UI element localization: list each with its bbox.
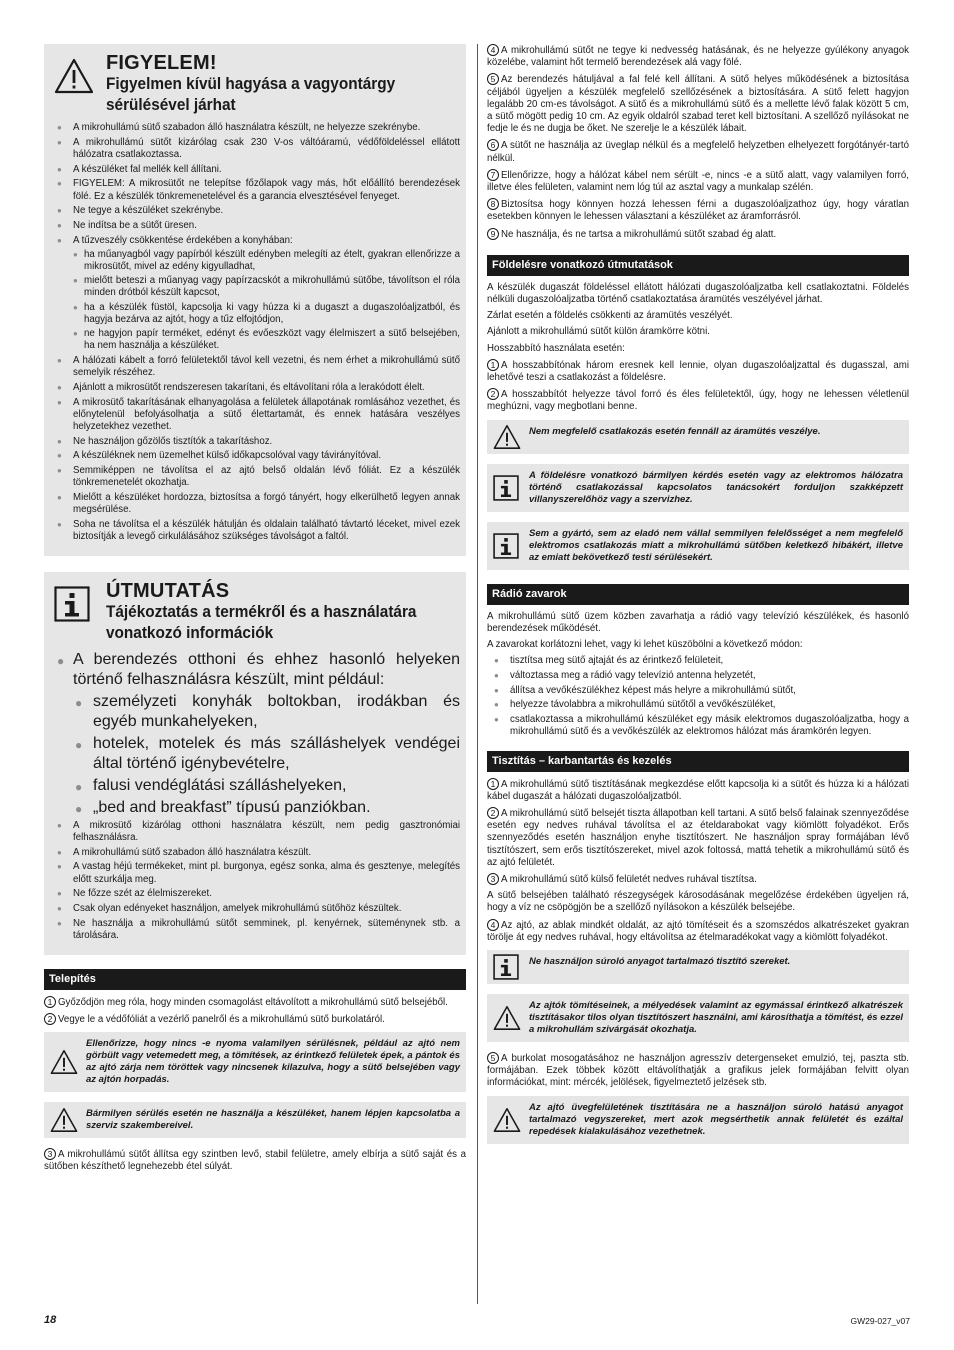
- step-number: 2: [44, 1013, 56, 1025]
- list-item-text: A berendezés otthoni és ehhez hasonló helyeken történő felhasználásra készült, mint például:: [73, 650, 460, 688]
- grounding-step-2: 2 A hosszabbítót helyezze távol forró és éles felületektől, úgy, hogy ne lehessen véletlenül meghúzni, vagy megbotlani benne.: [487, 389, 909, 413]
- warning-box: [44, 44, 466, 556]
- install-section: [44, 969, 466, 1174]
- list-item: ● A hálózati kábelt a forró felületektől távol kell vezetni, és nem érhet a mikrohullámú sütő semelyik részéhez.: [50, 355, 460, 379]
- info-icon: [493, 954, 519, 980]
- warning-triangle-icon: [50, 1049, 78, 1075]
- cleaning-step-1: 1 A mikrohullámú sütő tisztításának megkezdése előtt kapcsolja ki a sütőt és húzza ki a hálózati kábel dugaszát a hálózati dugaszolóaljzatból.: [487, 778, 909, 802]
- grounding-info-note-2: Sem a gyártó, sem az eladó nem vállal semmilyen felelősséget a nem megfelelő elektromos csatlakozás miatt a mikrohullámú sütőben keletkező hibákért, illetve az emiatt bekövetkező testi sérülésekért.: [487, 522, 909, 570]
- list-item: ● Ne indítsa be a sütőt üresen.: [50, 220, 460, 232]
- grounding-section: [487, 255, 909, 570]
- info-header: [50, 580, 460, 644]
- info-title: ÚTMUTATÁS: [106, 579, 230, 602]
- list-item: ● A készüléknek nem üzemelhet külső időkapcsolóval vagy távirányítóval.: [50, 450, 460, 462]
- step-number: 9: [487, 228, 499, 240]
- grounding-paragraph: Hosszabbító használata esetén:: [487, 342, 625, 354]
- warning-header: [50, 52, 460, 116]
- step-number: 1: [44, 996, 56, 1008]
- list-item: ● A készüléket fal mellék kell állítani.: [50, 164, 460, 176]
- cleaning-warning-note-1: Az ajtók tömítéseinek, a mélyedések valamint az egymással érintkező alkatrészek tisztításakor tilos olyan tisztítószert használni, ami károsíthatja a tömítést, és ezzel a mikrohullám szivárgását okozhatja.: [487, 994, 909, 1042]
- list-item: ● Soha ne távolítsa el a készülék hátulján és oldalain található távtartó léceket, mivel ezek biztosítják a levegő cirkulálásához szükséges távolságot a faltól.: [50, 519, 460, 543]
- install-step-4: 4 A mikrohullámú sütőt ne tegye ki nedvesség hatásának, és ne helyezze gyúlékony anyagok közelébe, valamint hőt termelő berendezések alá vagy fölé.: [487, 45, 909, 69]
- step-number: 5: [487, 1052, 499, 1064]
- sublist-item: ● mielőtt beteszi a műanyag vagy papírzacskót a mikrohullámú sütőbe, távolítson el róla minden drótból készült kapcsot,: [69, 275, 460, 299]
- radio-list: [487, 655, 909, 738]
- install-warning-note-2: Bármilyen sérülés esetén ne használja a készüléket, hanem lépjen kapcsolatba a szerviz szakembereivel.: [44, 1102, 466, 1138]
- radio-paragraph: A mikrohullámú sütő üzem közben zavarhatja a rádió vagy televízió készülékek, és hasonló berendezések működését.: [487, 610, 909, 634]
- list-item: ● Ne tegye a készüléket szekrénybe.: [50, 205, 460, 217]
- step-number: 1: [487, 778, 499, 790]
- list-item: ● Csak olyan edényeket használjon, amelyek mikrohullámú sütőhöz készültek.: [50, 903, 460, 915]
- list-item: ● tisztítsa meg sütő ajtaját és az érintkező felületeit,: [487, 655, 909, 667]
- cleaning-warning-note-2: Az ajtó üvegfelületének tisztítására ne a használjon súroló hatású anyagot tartalmazó vegyszereket, mert azok megsérthetik annak felületét és ezáltal repedések kialakulásához vezethetnek.: [487, 1096, 909, 1144]
- info-subtitle: Tájékoztatás a termékről és a használatára vonatkozó információk: [106, 602, 417, 642]
- document-code: GW29-027_v07: [850, 1316, 910, 1326]
- warning-list: [50, 122, 460, 543]
- info-large-sublist: [73, 692, 460, 818]
- info-large-list: [50, 650, 460, 818]
- sublist-item: ● személyzeti konyhák boltokban, irodákban és egyéb munkahelyeken,: [73, 692, 460, 732]
- sublist-item: ● falusi vendéglátási szálláshelyeken,: [73, 776, 460, 796]
- install-step-3: 3 A mikrohullámú sütőt állítsa egy szintben levő, stabil felületre, amely elbírja a sütő saját és a sütőben készíthető legnehezebb étel súlyát.: [44, 1149, 466, 1173]
- step-number: 2: [487, 807, 499, 819]
- radio-paragraph: A zavarokat korlátozni lehet, vagy ki lehet küszöbölni a következő módon:: [487, 639, 803, 651]
- warning-triangle-icon: [54, 58, 94, 94]
- list-item-large: [50, 650, 460, 818]
- info-icon: [54, 586, 90, 622]
- install-step-8: 8 Biztosítsa hogy könnyen hozzá lehessen férni a dugaszolóaljzathoz úgy, hogy váratlan esetekben könnyen le lehessen választani a készüléket az áramforrásról.: [487, 199, 909, 223]
- grounding-warning-note: Nem megfelelő csatlakozás esetén fennáll az áramütés veszélye.: [487, 420, 909, 454]
- list-item: ● A mikrohullámú sütőt kizárólag csak 230 V-os váltóáramú, védőföldeléssel ellátott hálózatra csatlakoztassa.: [50, 137, 460, 161]
- cleaning-step-2: 2 A mikrohullámú sütő belsejét tiszta állapotban kell tartani. A sütő belső falainak szennyeződése esetén egy nedves ruhával távolítsa el az ételdarabokat vagy kiömlött folyadékot. Erős szennyeződés esetén használjon enyhe tisztítószert. Ne használjon spray formájában lévő tisztítószert, sem erős tisztítószereket, mivel azok foltossá, mattá tehetik a mikrohullámú sütő és az ajtó felületét.: [487, 807, 909, 868]
- list-item: ● A mikrohullámú sütő szabadon álló használatra készült.: [50, 847, 460, 859]
- right-column: [487, 44, 909, 1154]
- list-item: ● állítsa a vevőkészülékhez képest más helyre a mikrohullámú sütőt,: [487, 685, 909, 697]
- step-number: 3: [44, 1148, 56, 1160]
- step-number: 3: [487, 873, 499, 885]
- radio-heading: Rádió zavarok: [487, 584, 909, 605]
- step-number: 1: [487, 359, 499, 371]
- warning-triangle-icon: [493, 1107, 521, 1133]
- list-item: ● A mikrohullámú sütő szabadon álló használatra készült, ne helyezze szekrénybe.: [50, 122, 460, 134]
- page-number: 18: [44, 1314, 57, 1326]
- step-number: 4: [487, 44, 499, 56]
- list-item: ● helyezze távolabbra a mikrohullámú sütőtől a vevőkészüléket,: [487, 699, 909, 711]
- sublist-item: ● hotelek, motelek és más szálláshelyek vendégei által történő igénybevételre,: [73, 734, 460, 774]
- cleaning-paragraph: A sütő belsejében található részegységek károsodásának megelőzése érdekében ügyeljen rá, hogy a víz ne csöpögjön be a szellőző nyílásokon a készülék belsejébe.: [487, 890, 909, 914]
- list-item: ● Ne használja a mikrohullámú sütőt semminek, pl. kenyérnek, süteménynek stb. a tárolására.: [50, 918, 460, 942]
- warning-triangle-icon: [50, 1107, 78, 1133]
- cleaning-heading: Tisztítás – karbantartás és kezelés: [487, 751, 909, 772]
- list-item: ● csatlakoztassa a mikrohullámú készüléket egy másik elektromos dugaszolóaljzatba, hogy a mikrohullámú sütő és a vevőkészülék az elektromos hálózat más áramkörén legyen.: [487, 714, 909, 738]
- grounding-paragraph: A készülék dugaszát földeléssel ellátott hálózati dugaszolóaljzatba kell csatlakoztatni. Földelés nélküli dugaszolóaljzatba történő csatlakoztatása áramütés veszélyével járhat.: [487, 281, 909, 306]
- install-step-6: 6 A sütőt ne használja az üveglap nélkül és a megfelelő helyzetben elhelyezett forgótányér-tartó nélkül.: [487, 140, 909, 164]
- column-divider: [477, 44, 478, 1304]
- grounding-paragraph: Zárlat esetén a földelés csökkenti az áramütés veszélyét.: [487, 310, 733, 322]
- list-item-text: A tűzveszély csökkentése érdekében a konyhában:: [73, 234, 293, 246]
- sublist-item: ● ha műanyagból vagy papírból készült edényben melegíti az ételt, gyakran ellenőrizze a mikrosütőt, mivel az edény kigyulladhat,: [69, 249, 460, 273]
- radio-section: [487, 584, 909, 739]
- warning-subtitle: Figyelmen kívül hagyása a vagyontárgy sérülésével járhat: [106, 75, 396, 114]
- install-step-9: 9 Ne használja, és ne tartsa a mikrohullámú sütőt szabad ég alatt.: [487, 228, 909, 241]
- step-number: 7: [487, 169, 499, 181]
- cleaning-step-3: 3 A mikrohullámú sütő külső felületét nedves ruhával tisztítsa.: [487, 873, 909, 886]
- list-item-fire: [50, 235, 460, 353]
- sublist-item: ● ha a készülék füstöl, kapcsolja ki vagy húzza ki a dugaszt a dugaszolóaljzatból, és hagyja bezárva az ajtót, hogy a tűz elfojtódjon,: [69, 302, 460, 326]
- info-list: [50, 820, 460, 942]
- step-number: 4: [487, 919, 499, 931]
- grounding-heading: Földelésre vonatkozó útmutatások: [487, 255, 909, 276]
- list-item: ● Ne főzze szét az élelmiszereket.: [50, 888, 460, 900]
- list-item: ● változtassa meg a rádió vagy televízió antenna helyzetét,: [487, 670, 909, 682]
- step-number: 2: [487, 388, 499, 400]
- install-heading: Telepítés: [44, 969, 466, 990]
- fire-sublist: [69, 249, 460, 353]
- list-item: ● FIGYELEM: A mikrosütőt ne telepítse főzőlapok vagy más, hőt előállító berendezések fölé. Ez a készülék tönkremenetelével és a garancia elvesztésével fenyeget.: [50, 178, 460, 202]
- grounding-step-1: 1 A hosszabbítónak három eresnek kell lennie, olyan dugaszolóaljzattal és dugasszal, ami lehetővé teszi a csatlakozást a földelésre.: [487, 359, 909, 384]
- step-number: 5: [487, 73, 499, 85]
- left-column: [44, 44, 466, 1177]
- warning-triangle-icon: [493, 424, 521, 450]
- step-number: 6: [487, 139, 499, 151]
- warning-title: FIGYELEM!: [106, 52, 217, 74]
- install-step-5: 5 Az berendezés hátuljával a fal felé kell állítani. A sütő helyes működésének a biztosítása céljából ügyeljen a készülék megfelelő szellőzésének a biztosítására. A sütő felett hagyjon legalább 20 cm-es távolságot. A sütő és a mikrohullámú sütő és a mellette lévő falak között 5 cm, a sütő mögött pedig 10 cm. Az egyik oldalról szabad teret kell biztosítani. A szellőző nyílásokat ne fedje le és ne dugja be őket. Ne szerelje le a készülék lábait.: [487, 74, 909, 135]
- grounding-paragraph: Ajánlott a mikrohullámú sütőt külön áramkörre kötni.: [487, 326, 710, 338]
- install-step-1: 1 Győződjön meg róla, hogy minden csomagolást eltávolított a mikrohullámú sütő belsejéből.: [44, 996, 466, 1009]
- list-item: ● A mikrosütő takarításának elhanyagolása a felületek állapotának romlásához vezethet, és előnytelenül befolyásolhatja a sütő élettartamát, és ennek hatására veszélyes helyzetekhez vezethet.: [50, 397, 460, 434]
- list-item: ● Ajánlott a mikrosütőt rendszeresen takarítani, és eltávolítani róla a lerakódott élelt.: [50, 382, 460, 394]
- step-number: 8: [487, 198, 499, 210]
- install-step-7: 7 Ellenőrizze, hogy a hálózat kábel nem sérült -e, nincs -e a sütő alatt, vagy valamilyen forró, illetve éles felületen, valamint nem lóg túl az asztal vagy a munkalap szélén.: [487, 169, 909, 194]
- list-item: ● A mikrosütő kizárólag otthoni használatra készült, nem pedig gasztronómiai felhasználásra.: [50, 820, 460, 844]
- list-item: ● Ne használjon gőzölős tisztítók a takarításhoz.: [50, 436, 460, 448]
- list-item: ● Semmiképpen ne távolítsa el az ajtó belső oldalán lévő fóliát. Ez a készülék tönkremenetelét okozhatja.: [50, 465, 460, 489]
- list-item: ● Mielőtt a készüléket hordozza, biztosítsa a forgó tányért, hogy elkerülhető legyen annak megsérülése.: [50, 492, 460, 516]
- cleaning-info-note: Ne használjon súroló anyagot tartalmazó tisztító szereket.: [487, 950, 909, 984]
- sublist-item: ● ne hagyjon papír terméket, edényt és evőeszközt vagy élelmiszert a sütő belsejében, ha nem használja a készüléket.: [69, 328, 460, 352]
- info-icon: [493, 533, 519, 559]
- info-box: [44, 572, 466, 955]
- sublist-item: ● „bed and breakfast” típusú panziókban.: [73, 798, 460, 818]
- install-step-2: 2 Vegye le a védőfóliát a vezérlő panelről és a mikrohullámú sütő burkolatáról.: [44, 1013, 466, 1026]
- grounding-info-note-1: A földelésre vonatkozó bármilyen kérdés esetén vagy az elektromos hálózatra történő csatlakozással kapcsolatos tanácsokért forduljon szakképzett villanyszerelőhöz vagy a szervizhez.: [487, 464, 909, 512]
- cleaning-step-4: 4 Az ajtó, az ablak mindkét oldalát, az ajtó tömítéseit és a szomszédos alkatrészeket gyakran törölje át egy nedves ruhával, hogy eltávolítsa az ételmaradékokat vagy a kiömlött folyadékot.: [487, 919, 909, 943]
- warning-triangle-icon: [493, 1005, 521, 1031]
- info-icon: [493, 475, 519, 501]
- cleaning-step-5: 5 A burkolat mosogatásához ne használjon agresszív detergenseket emulzió, tej, paszta stb. formájában. Ezek többek között eltávolíthatják a grafikus jelek formájában felvitt olyan információkat, mint: mércék, jelölések, figyelmeztető jelzések stb.: [487, 1052, 909, 1089]
- install-warning-note-1: Ellenőrizze, hogy nincs -e nyoma valamilyen sérülésnek, például az ajtó nem görbült vagy vetemedett meg, a tömítések, az érintkező felületek épek, a pántok és az ajtó zárja nem töröttek vagy nincsenek kilazulva, hogy a sütő belsejében vagy az ajtón horpadás.: [44, 1032, 466, 1092]
- cleaning-section: [487, 751, 909, 1144]
- list-item: ● A vastag héjú termékeket, mint pl. burgonya, egész sonka, alma és gesztenye, melegítés előtt szurkálja meg.: [50, 861, 460, 885]
